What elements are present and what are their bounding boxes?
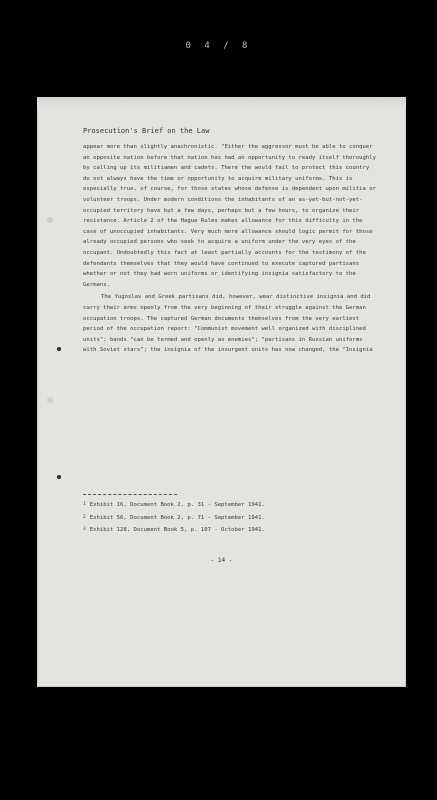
margin-mark	[57, 347, 61, 351]
footnote: $^1$ Exhibit 16, Document Book 2, p. 31 - September 1941.	[83, 502, 265, 508]
binder-hole	[47, 217, 53, 223]
binder-hole	[47, 397, 53, 403]
document-page	[37, 97, 406, 687]
body-text	[83, 142, 378, 356]
page-number: - 14 -	[210, 557, 233, 564]
footnote: $^2$ Exhibit 56, Document Book 2, p. 71 - September 1941.	[83, 514, 265, 521]
footnotes	[83, 499, 383, 537]
footnote-rule	[83, 494, 177, 495]
margin-mark	[57, 475, 61, 479]
page-header: Prosecution's Brief on the Law	[83, 127, 210, 135]
paragraph: appear more than slightly anachronistic. "Either the aggressor must be able to conquer an opposite nation before that nation has had an opportunity to ready itself thoroughly by calling up its militiamen and cadets. There the would fail to protect this country do not always have the time or opportunity to acquire military uniforms. This is especially true, of course, for those states whose defense is dependent upon militia or volunteer troops. Under modern conditions the inhabitants of an as-yet-but-not-yet-occupied territory have but a few days, perhaps but a few hours, to organize their resistance. Article 2 of the Hague Rules makes allowance for this difficulty in the case of unoccupied inhabitants. Very much more allowance should logic permit for those already occupied persons who seek to acquire a uniform under the very eyes of the occupant. Undoubtedly this fact at least partially accounts for the testimony of the defendants themselves that they would have continued to execute captured partisans whether or not they had worn uniforms or identifying insignia satisfactory to the Germans.	[83, 144, 376, 288]
paragraph: The Yugoslav and Greek partisans did, however, wear distinctive insignia and did carry their arms openly from the very beginning of their struggle against the German occupation troops. The captured German documents themselves from the very earliest period of the occupation report: "Communist movement well organized with disciplined units"; bands "can be termed and openly as enemies"; "partisans in Russian uniforms with Soviet stars"; the insignia of the insurgent units has now changed, the "Insignia	[83, 294, 373, 354]
footnote: $^3$ Exhibit 128, Document Book 5, p. 107 - October 1941.	[83, 527, 265, 533]
frame-number: 0 4 / 8	[185, 41, 252, 51]
